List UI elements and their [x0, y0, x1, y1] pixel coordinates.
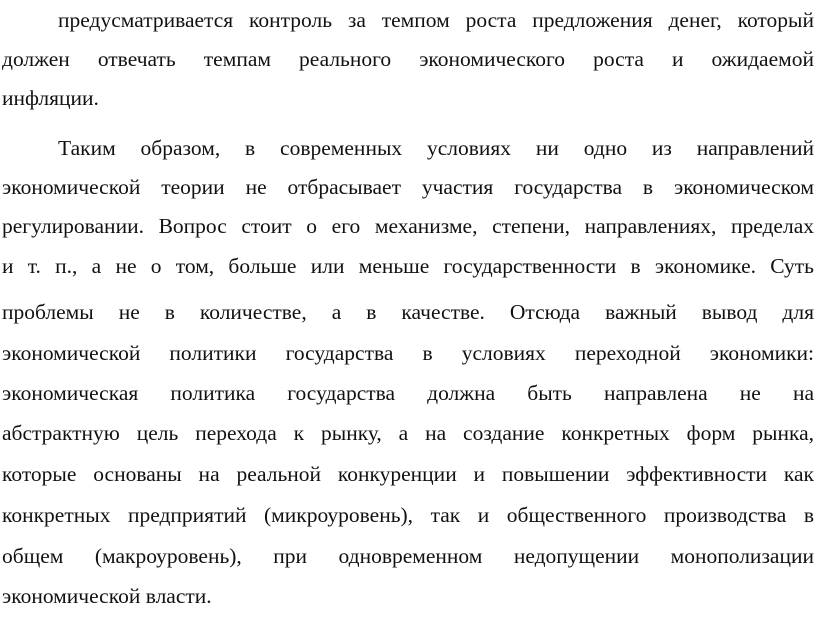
text-line: абстрактную цель перехода к рынку, а на создание конкретных форм рынка,: [2, 421, 814, 445]
text-line: регулировании. Вопрос стоит о его механизме, степени, направлениях, пределах: [2, 214, 814, 238]
text-line: Таким образом, в современных условиях ни одно из направлений: [58, 136, 814, 160]
text-line: конкретных предприятий (микроуровень), так и общественного производства в: [2, 503, 814, 527]
text-line: которые основаны на реальной конкуренции и повышении эффективности как: [2, 462, 814, 486]
text-line: общем (макроуровень), при одновременном недопущении монополизации: [2, 544, 814, 568]
text-line: и т. п., а не о том, больше или меньше государственности в экономике. Суть: [2, 254, 814, 278]
text-line: экономическая политика государства должна быть направлена не на: [2, 381, 814, 405]
text-line: проблемы не в количестве, а в качестве. Отсюда важный вывод для: [2, 300, 814, 324]
text-line: экономической теории не отбрасывает участия государства в экономическом: [2, 175, 814, 199]
text-line: предусматривается контроль за темпом роста предложения денег, который: [58, 8, 814, 32]
text-line: инфляции.: [2, 86, 99, 110]
text-line: экономической власти.: [2, 584, 212, 608]
text-line: должен отвечать темпам реального экономического роста и ожидаемой: [2, 47, 814, 71]
text-line: экономической политики государства в условиях переходной экономики:: [2, 341, 814, 365]
